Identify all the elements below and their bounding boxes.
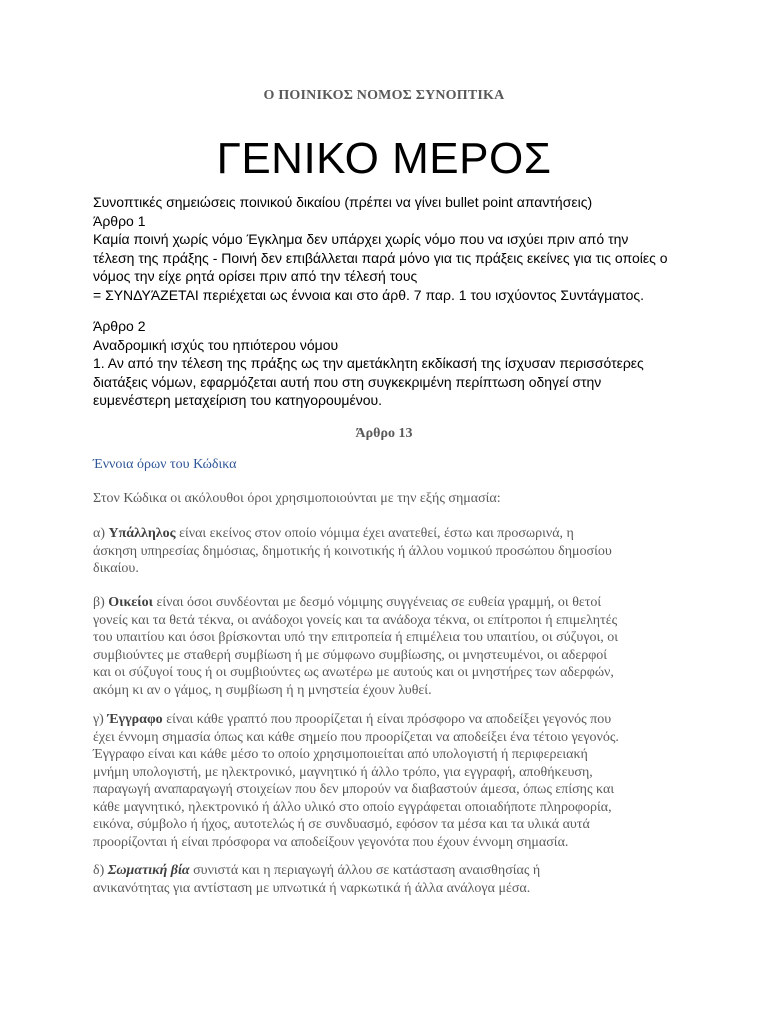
paragraph-line: Στον Κώδικα οι ακόλουθοι όροι χρησιμοποιούνται με την εξής σημασία: xyxy=(93,491,501,506)
article-13-heading: Άρθρο 13 xyxy=(355,426,413,441)
definition-prefix: β) xyxy=(93,595,109,610)
definition-prefix: γ) xyxy=(93,712,108,727)
paragraph-line: μνήμη υπολογιστή, με ηλεκτρονικό, μαγνητικό ή άλλο τρόπο, για εγγραφή, αποθήκευση, xyxy=(93,764,593,780)
paragraph-line: δικαίου. xyxy=(93,561,139,576)
definition-first-line xyxy=(93,862,703,880)
paragraph-line: Καμία ποινή χωρίς νόμο Έγκλημα δεν υπάρχει χωρίς νόμο που να ισχύει πριν από την xyxy=(93,231,629,247)
notes-intro-line: Συνοπτικές σημειώσεις ποινικού δικαίου (πρέπει να γίνει bullet point απαντήσεις) xyxy=(93,194,593,210)
paragraph-line: τέλεση της πράξης - Ποινή δεν επιβάλλεται παρά μόνο για τις πράξεις εκείνες για τις οποίες ο xyxy=(93,249,668,266)
paragraph-line: εικόνα, σύμβολο ή ήχος, αυτοτελώς ή σε συνδυασμό, εφόσον τα μέσα και τα υλικά αυτά xyxy=(93,817,590,832)
definition-prefix: α) xyxy=(93,526,109,541)
paragraph-line: ακόμη κι αν ο γάμος, η συμβίωση ή η μνηστεία έχουν λυθεί. xyxy=(93,682,432,698)
paragraph-line: και οι σύζυγοί τους ή οι συμβιούντες ως ανωτέρω με αυτούς και οι μνηστήρες των αδερφών, xyxy=(93,665,614,680)
document-supertitle: Ο ΠΟΙΝΙΚΟΣ ΝΟΜΟΣ ΣΥΝΟΠΤΙΚΑ xyxy=(263,88,505,103)
paragraph-line: κάθε μαγνητικό, ηλεκτρονικό ή άλλο υλικό στο οποίο εγγράφεται οποιαδήποτε πληροφορία, xyxy=(93,799,612,815)
defined-term: Σωματική βία xyxy=(107,863,190,878)
article-2-section xyxy=(93,317,693,410)
article-2-subtitle: Αναδρομική ισχύς του ηπιότερου νόμου xyxy=(93,336,339,353)
article-2-heading: Άρθρο 2 xyxy=(93,318,146,334)
definition-first-line xyxy=(93,525,703,543)
paragraph-line: άσκηση υπηρεσίας δημόσιας, δημοτικής ή κοινοτικής ή άλλου νομικού προσώπου δημοσίου xyxy=(93,543,612,559)
defined-term: Έγγραφο xyxy=(107,712,163,727)
defined-term: Υπάλληλος xyxy=(108,526,176,541)
definition-b xyxy=(93,594,703,699)
paragraph-line: έχει έννομη σημασία όπως και κάθε σημείο που προορίζεται να αποδείξει ένα τέτοιο γεγονός. xyxy=(93,729,619,745)
definition-text: είναι όσοι συνδέονται με δεσμό νόμιμης συγγένειας σε ευθεία γραμμή, οι θετοί xyxy=(152,595,602,610)
definition-first-line xyxy=(93,594,703,612)
paragraph-line: παραγωγή αναπαραγωγή στοιχείων που δεν μπορούν να διαβαστούν άμεσα, όπως επίσης και xyxy=(93,782,615,797)
definition-prefix: δ) xyxy=(93,863,108,878)
definition-c xyxy=(93,711,703,851)
definition-a xyxy=(93,525,703,578)
article-13-subtitle: Έννοια όρων του Κώδικα xyxy=(93,457,237,472)
definition-first-line xyxy=(93,711,703,729)
document-title: ΓΕΝΙΚΟ ΜΕΡΟΣ xyxy=(216,134,552,183)
paragraph-line: διατάξεις νόμων, εφαρμόζεται αυτή που στη συγκεκριμένη περίπτωση οδηγεί στην xyxy=(93,373,602,390)
paragraph-line: γονείς και τα θετά τέκνα, οι ανάδοχοι γονείς και τα ανάδοχα τέκνα, οι επίτροποι ή επιμελητές xyxy=(93,612,618,628)
article-13-intro xyxy=(93,490,703,508)
paragraph-line: Έγγραφο είναι και κάθε μέσο το οποίο χρησιμοποιείται από υπολογιστή ή περιφερειακή xyxy=(93,747,588,762)
paragraph-line: του υπαιτίου και όσοι βρίσκονται υπό την επιτροπεία ή επιμέλεια του υπαιτίου, οι σύζυγοι, οι xyxy=(93,630,619,645)
paragraph-line: νόμος την είχε ρητά ορίσει πριν από την τέλεσή τους xyxy=(93,268,418,284)
definition-text: είναι εκείνος στον οποίο νόμιμα έχει ανατεθεί, έστω και προσωρινά, η xyxy=(175,526,574,541)
paragraph-line: = ΣΥΝΔΥΆΖΕΤΑΙ περιέχεται ως έννοια και στο άρθ. 7 παρ. 1 του ισχύοντος Συντάγματος. xyxy=(93,286,645,303)
paragraph-line: 1. Αν από την τέλεση της πράξης ως την αμετάκλητη εκδίκασή της ίσχυσαν περισσότερες xyxy=(93,355,644,371)
paragraph-line: προορίζονται ή είναι πρόσφορα να αποδείξουν γεγονότα που έχουν έννομη σημασία. xyxy=(93,834,569,850)
article-1-heading: Άρθρο 1 xyxy=(93,212,146,229)
paragraph-line: ευμενέστερη μεταχείριση του κατηγορουμένου. xyxy=(93,392,383,408)
paragraph-line: συμβιούντες με σταθερή συμβίωση ή με σύμφωνο συμβίωσης, οι μνηστευμένοι, οι αδερφοί xyxy=(93,647,608,663)
definition-text: είναι κάθε γραπτό που προορίζεται ή είναι πρόσφορο να αποδείξει γεγονός που xyxy=(162,712,612,727)
paragraph-line: ανικανότητας για αντίσταση με υπνωτικά ή ναρκωτικά ή άλλα ανάλογα μέσα. xyxy=(93,880,531,896)
definition-text: συνιστά και η περιαγωγή άλλου σε κατάσταση αναισθησίας ή xyxy=(189,863,541,878)
definition-d xyxy=(93,862,703,897)
article-1-section xyxy=(93,193,693,304)
defined-term: Οικείοι xyxy=(108,595,153,610)
